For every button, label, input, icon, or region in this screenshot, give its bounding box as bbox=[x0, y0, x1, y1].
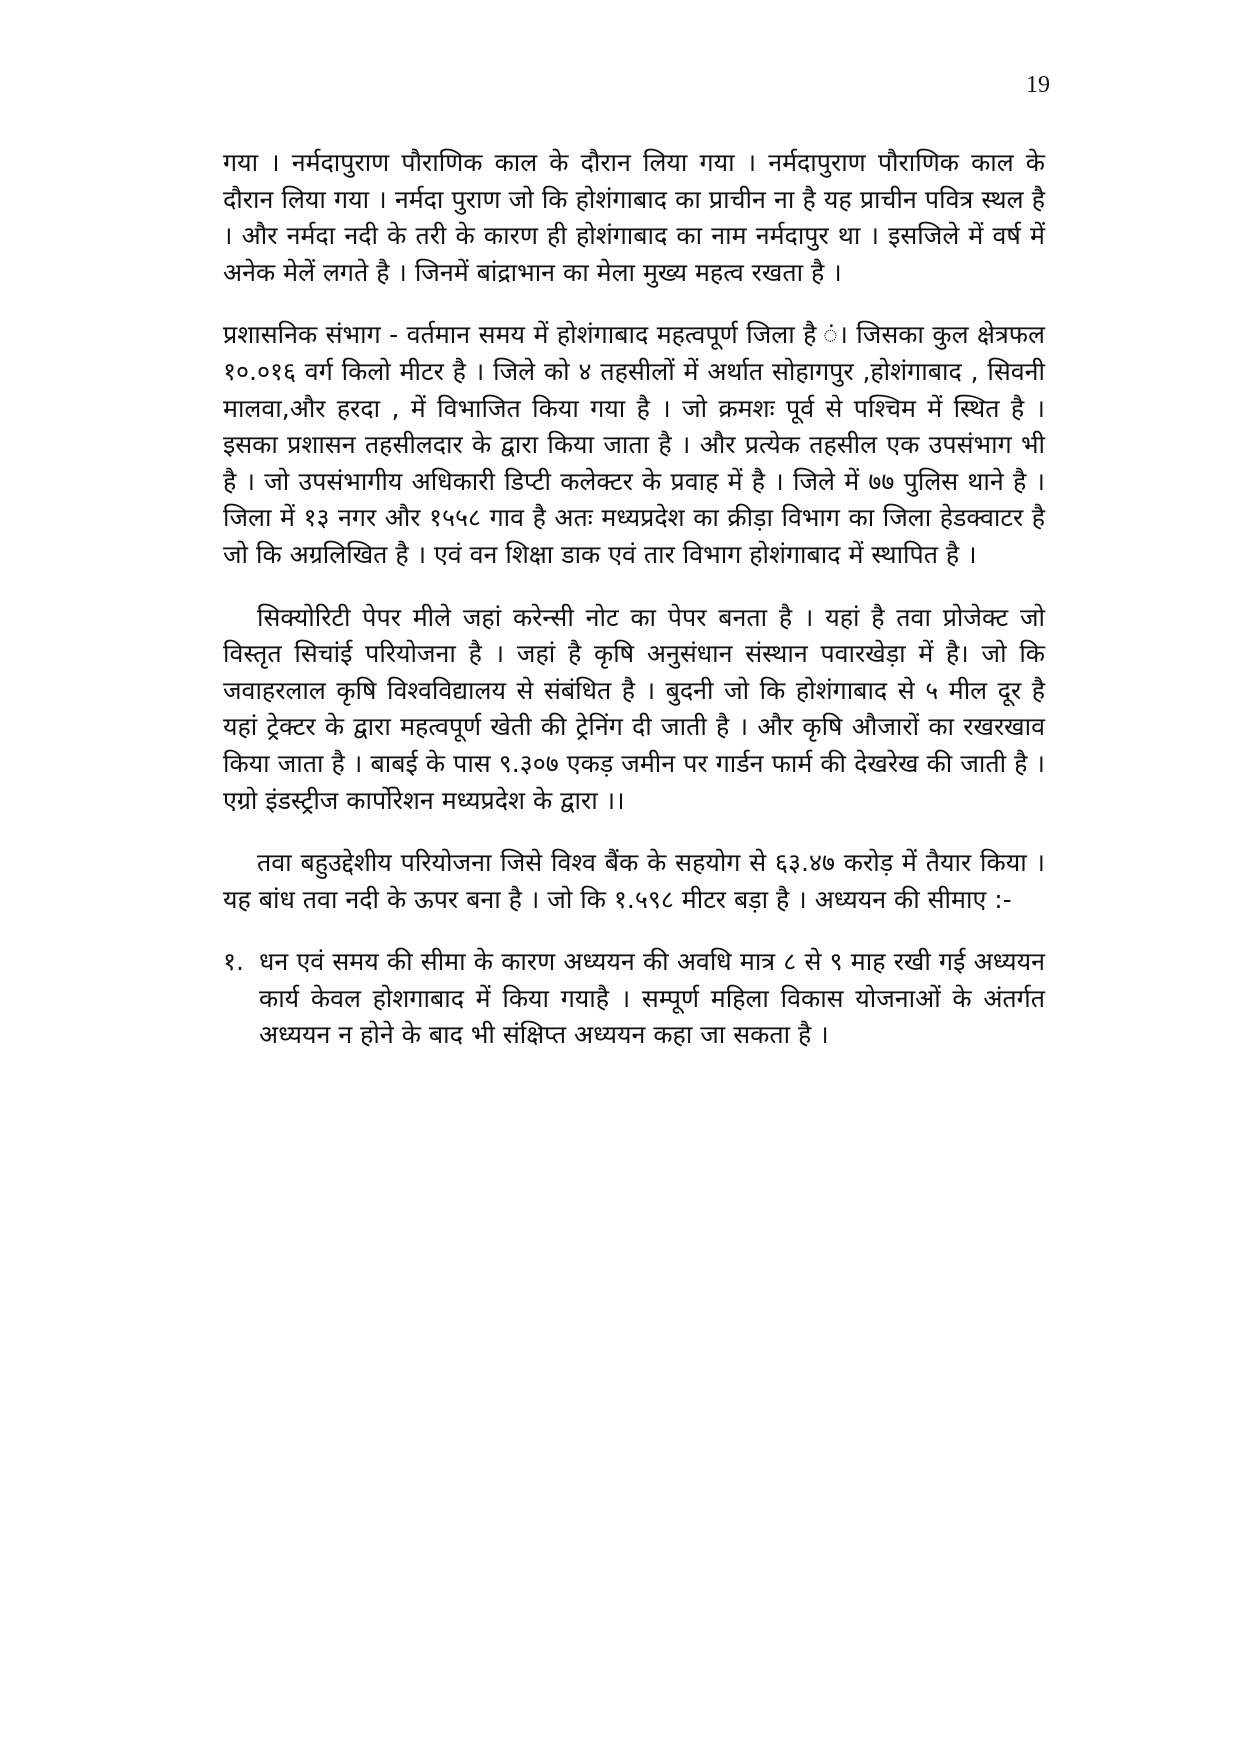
page-body bbox=[223, 145, 1045, 1054]
paragraph-narmadapuran: गया । नर्मदापुराण पौराणिक काल के दौरान लिया गया । नर्मदापुराण पौराणिक काल के दौरान लिया गया । नर्मदा पुराण जो कि होशंगाबाद का प्राचीन ना है यह प्राचीन पवित्र स्थल है । और नर्मदा नदी के तरी के कारण ही होशंगाबाद का नाम नर्मदापुर था । इसजिले में वर्ष में अनेक मेलें लगते है । जिनमें बांद्राभान का मेला मुख्य महत्व रखता है । bbox=[223, 148, 1045, 287]
paragraph-administrative-division: प्रशासनिक संभाग - वर्तमान समय में होशंगाबाद महत्वपूर्ण जिला है ं। जिसका कुल क्षेत्रफल १०.०१६ वर्ग किलो मीटर है । जिले को ४ तहसीलों में अर्थात सोहागपुर ,होशंगाबाद , सिवनी मालवा,और हरदा , में विभाजित किया गया है । जो क्रमशः पूर्व से पश्चिम में स्थित है । इसका प्रशासन तहसीलदार के द्वारा किया जाता है । और प्रत्येक तहसील एक उपसंभाग भी है । जो उपसंभागीय अधिकारी डिप्टी कलेक्टर के प्रवाह में है । जिले में ७७ पुलिस थाने है । जिला में १३ नगर और १५५८ गाव है अतः मध्यप्रदेश का क्रीड़ा विभाग का जिला हेडक्वाटर है जो कि अग्रलिखित है । एवं वन शिक्षा डाक एवं तार विभाग होशंगाबाद में स्थापित है । bbox=[223, 320, 1045, 569]
page-number: 19 bbox=[1026, 72, 1050, 98]
list-item-text: धन एवं समय की सीमा के कारण अध्ययन की अवधि मात्र ८ से ९ माह रखी गई अध्ययन कार्य केवल होशगाबाद में किया गयाहै । सम्पूर्ण महिला विकास योजनाओं के अंतर्गत अध्ययन न होने के बाद भी संक्षिप्त अध्ययन कहा जा सकता है । bbox=[259, 947, 1045, 1050]
list-item bbox=[223, 944, 1045, 1054]
list-item-number: १. bbox=[223, 947, 244, 977]
paragraph-security-paper-mill: सिक्योरिटी पेपर मीले जहां करेन्सी नोट का पेपर बनता है । यहां है तवा प्रोजेक्ट जो विस्तृत सिचांई परियोजना है । जहां है कृषि अनुसंधान संस्थान पवारखेड़ा में है। जो कि जवाहरलाल कृषि विश्वविद्यालय से संबंधित है । बुदनी जो कि होशंगाबाद से ५ मील दूर है यहां ट्रेक्टर के द्वारा महत्वपूर्ण खेती की ट्रेनिंग दी जाती है । और कृषि औजारों का रखरखाव किया जाता है । बाबई के पास ९.३०७ एकड़ जमीन पर गार्डन फार्म की देखरेख की जाती है । एग्रो इंडस्ट्रीज कार्पोरेशन मध्यप्रदेश के द्वारा ।। bbox=[223, 602, 1045, 815]
paragraph-tawa-project: तवा बहुउद्देशीय परियोजना जिसे विश्व बैंक के सहयोग से ६३.४७ करोड़ में तैयार किया । यह बांध तवा नदी के ऊपर बना है । जो कि १.५९८ मीटर बड़ा है । अध्ययन की सीमाए :- bbox=[223, 848, 1045, 914]
